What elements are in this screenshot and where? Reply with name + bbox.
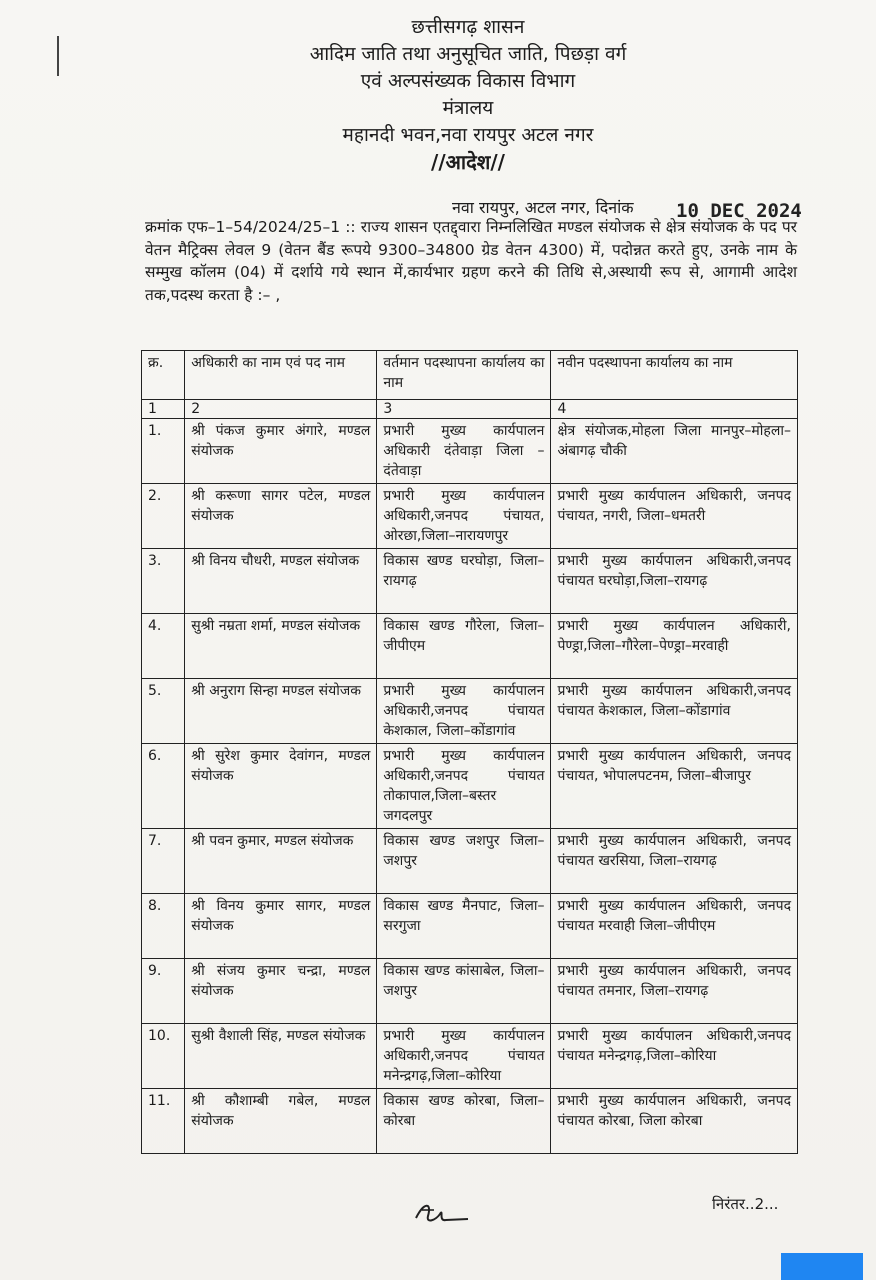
row-officer: श्री पंकज कुमार अंगारे, मण्डल संयोजक	[185, 419, 377, 484]
table-header-row	[142, 351, 798, 400]
dateline: नवा रायपुर, अटल नगर, दिनांक	[452, 198, 634, 217]
table-row	[142, 744, 798, 829]
order-paragraph: क्रमांक एफ–1–54/2024/25–1 :: राज्य शासन एतद्द्वारा निम्नलिखित मण्डल संयोजक से क्षेत्र संयोजक के पद पर वेतन मैट्रिक्स लेवल 9 (वेतन बैंड रूपये 9300–34800 ग्रेड वेतन 4300) में, पदोन्नत करते हुए, उनके नाम के सम्मुख कॉलम (04) में दर्शाये गये स्थान में,कार्यभार ग्रहण करने की तिथि से,अस्थायी रूप से, आगामी आदेश तक,पदस्थ करता है :– ,	[145, 218, 797, 304]
row-new-posting: प्रभारी मुख्य कार्यपालन अधिकारी, जनपद पंचायत, नगरी, जिला–धमतरी	[551, 484, 798, 549]
overlay-badge[interactable]	[781, 1253, 863, 1280]
table-row	[142, 419, 798, 484]
row-serial: 8.	[142, 894, 185, 959]
header-current-posting: वर्तमान पदस्थापना कार्यालय का नाम	[377, 351, 551, 400]
row-serial: 1.	[142, 419, 185, 484]
row-officer: श्री विनय कुमार सागर, मण्डल संयोजक	[185, 894, 377, 959]
letterhead-ministry: मंत्रालय	[442, 97, 494, 119]
date-stamp: 10 DEC 2024	[676, 200, 802, 222]
row-new-posting: प्रभारी मुख्य कार्यपालन अधिकारी, जनपद पंचायत खरसिया, जिला–रायगढ़	[551, 829, 798, 894]
row-serial: 2.	[142, 484, 185, 549]
column-number: 4	[551, 400, 798, 419]
row-officer: श्री संजय कुमार चन्द्रा, मण्डल संयोजक	[185, 959, 377, 1024]
row-serial: 5.	[142, 679, 185, 744]
table-row	[142, 679, 798, 744]
row-new-posting: प्रभारी मुख्य कार्यपालन अधिकारी,जनपद पंचायत घरघोड़ा,जिला–रायगढ़	[551, 549, 798, 614]
row-current-posting: प्रभारी मुख्य कार्यपालन अधिकारी दंतेवाड़ा जिला –दंतेवाड़ा	[377, 419, 551, 484]
row-new-posting: प्रभारी मुख्य कार्यपालन अधिकारी, जनपद पंचायत कोरबा, जिला कोरबा	[551, 1089, 798, 1154]
order-title: //आदेश//	[431, 150, 505, 174]
table-row	[142, 549, 798, 614]
table-column-number-row	[142, 400, 798, 419]
row-serial: 6.	[142, 744, 185, 829]
row-current-posting: प्रभारी मुख्य कार्यपालन अधिकारी,जनपद पंचायत, ओरछा,जिला–नारायणपुर	[377, 484, 551, 549]
letterhead-department-2: एवं अल्पसंख्यक विकास विभाग	[360, 70, 576, 92]
row-serial: 10.	[142, 1024, 185, 1089]
header-officer: अधिकारी का नाम एवं पद नाम	[185, 351, 377, 400]
header-new-posting: नवीन पदस्थापना कार्यालय का नाम	[551, 351, 798, 400]
posting-table	[141, 350, 798, 1154]
row-current-posting: प्रभारी मुख्य कार्यपालन अधिकारी,जनपद पंचायत तोकापाल,जिला–बस्तर जगदलपुर	[377, 744, 551, 829]
row-current-posting: विकास खण्ड मैनपाट, जिला– सरगुजा	[377, 894, 551, 959]
row-officer: श्री अनुराग सिन्हा मण्डल संयोजक	[185, 679, 377, 744]
row-new-posting: प्रभारी मुख्य कार्यपालन अधिकारी, पेण्ड्रा,जिला–गौरेला–पेण्ड्रा–मरवाही	[551, 614, 798, 679]
letterhead-government: छत्तीसगढ़ शासन	[411, 16, 525, 38]
table-row	[142, 484, 798, 549]
header-serial: क्र.	[142, 351, 185, 400]
row-current-posting: विकास खण्ड गौरेला, जिला–जीपीएम	[377, 614, 551, 679]
letterhead-department-1: आदिम जाति तथा अनुसूचित जाति, पिछड़ा वर्ग	[309, 43, 627, 65]
column-number: 1	[142, 400, 185, 419]
row-officer: श्री विनय चौधरी, मण्डल संयोजक	[185, 549, 377, 614]
row-serial: 9.	[142, 959, 185, 1024]
row-current-posting: विकास खण्ड कांसाबेल, जिला– जशपुर	[377, 959, 551, 1024]
row-current-posting: विकास खण्ड घरघोड़ा, जिला–रायगढ़	[377, 549, 551, 614]
row-officer: श्री पवन कुमार, मण्डल संयोजक	[185, 829, 377, 894]
table-row	[142, 1024, 798, 1089]
row-new-posting: प्रभारी मुख्य कार्यपालन अधिकारी,जनपद पंचायत केशकाल, जिला–कोंडागांव	[551, 679, 798, 744]
column-number: 2	[185, 400, 377, 419]
row-officer: श्री कौशाम्बी गबेल, मण्डल संयोजक	[185, 1089, 377, 1154]
row-new-posting: क्षेत्र संयोजक,मोहला जिला मानपुर–मोहला–अंबागढ़ चौकी	[551, 419, 798, 484]
row-current-posting: विकास खण्ड कोरबा, जिला–कोरबा	[377, 1089, 551, 1154]
row-officer: श्री सुरेश कुमार देवांगन, मण्डल संयोजक	[185, 744, 377, 829]
continued-note: निरंतर..2...	[712, 1195, 779, 1213]
row-new-posting: प्रभारी मुख्य कार्यपालन अधिकारी, जनपद पंचायत मरवाही जिला–जीपीएम	[551, 894, 798, 959]
table-row	[142, 614, 798, 679]
table-row	[142, 894, 798, 959]
table-row	[142, 1089, 798, 1154]
table-row	[142, 829, 798, 894]
row-serial: 3.	[142, 549, 185, 614]
row-current-posting: प्रभारी मुख्य कार्यपालन अधिकारी,जनपद पंचायत केशकाल, जिला–कोंडागांव	[377, 679, 551, 744]
row-officer: श्री करूणा सागर पटेल, मण्डल संयोजक	[185, 484, 377, 549]
letterhead-address: महानदी भवन,नवा रायपुर अटल नगर	[342, 124, 594, 146]
table-row	[142, 959, 798, 1024]
row-serial: 7.	[142, 829, 185, 894]
row-current-posting: विकास खण्ड जशपुर जिला–जशपुर	[377, 829, 551, 894]
row-new-posting: प्रभारी मुख्य कार्यपालन अधिकारी, जनपद पंचायत, भोपालपटनम, जिला–बीजापुर	[551, 744, 798, 829]
row-current-posting: प्रभारी मुख्य कार्यपालन अधिकारी,जनपद पंचायत मनेन्द्रगढ़,जिला–कोरिया	[377, 1024, 551, 1089]
row-new-posting: प्रभारी मुख्य कार्यपालन अधिकारी, जनपद पंचायत तमनार, जिला–रायगढ़	[551, 959, 798, 1024]
letterhead	[0, 14, 876, 176]
column-number: 3	[377, 400, 551, 419]
signature-mark	[410, 1198, 470, 1228]
row-new-posting: प्रभारी मुख्य कार्यपालन अधिकारी,जनपद पंचायत मनेन्द्रगढ़,जिला–कोरिया	[551, 1024, 798, 1089]
row-serial: 11.	[142, 1089, 185, 1154]
row-serial: 4.	[142, 614, 185, 679]
row-officer: सुश्री वैशाली सिंह, मण्डल संयोजक	[185, 1024, 377, 1089]
row-officer: सुश्री नम्रता शर्मा, मण्डल संयोजक	[185, 614, 377, 679]
